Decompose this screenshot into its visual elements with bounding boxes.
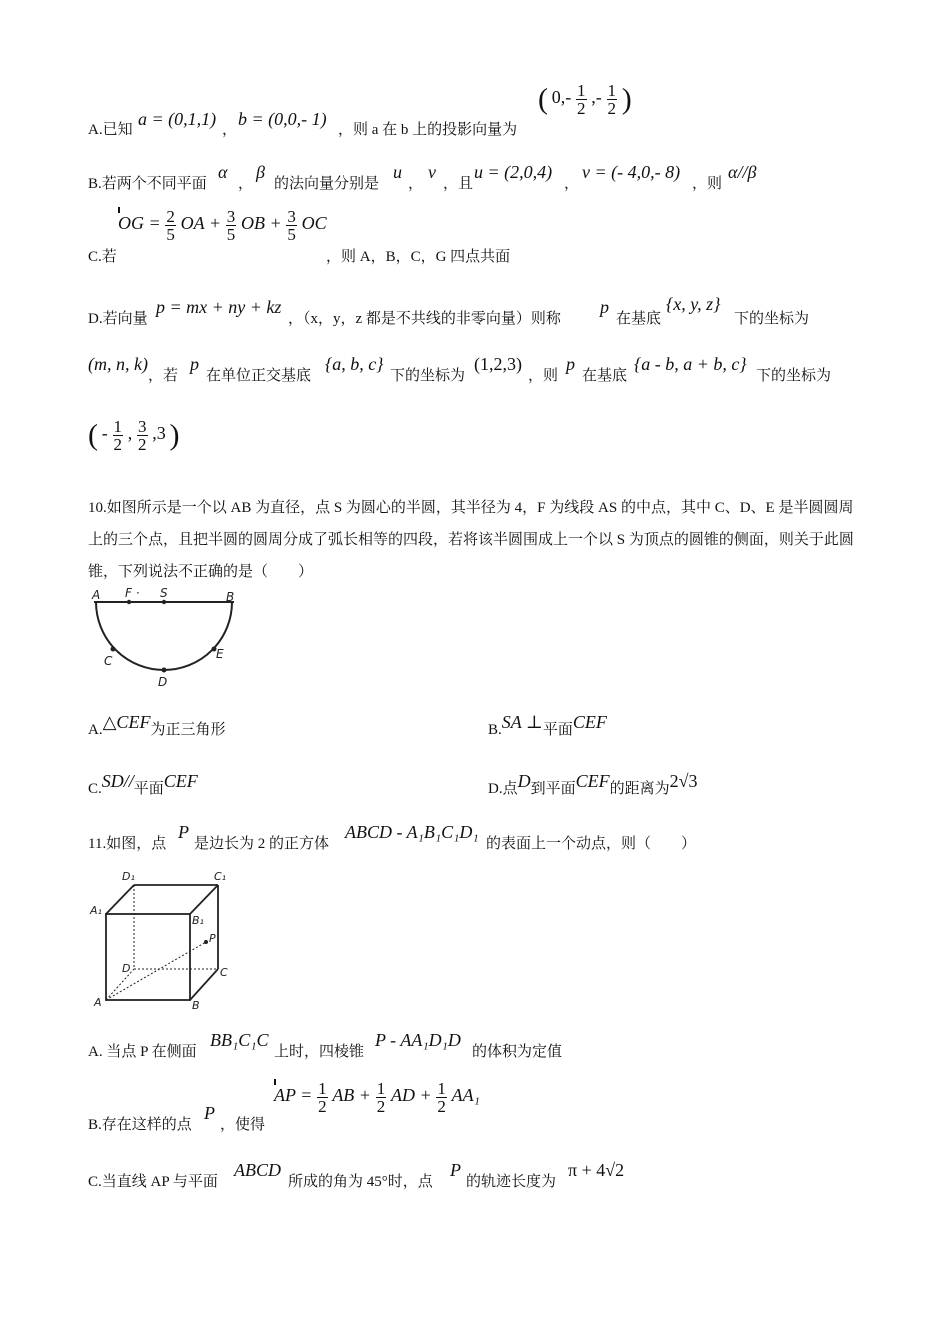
svg-text:B₁: B₁ — [192, 914, 204, 927]
vector-a-eq: a = (0,1,1) — [138, 109, 217, 129]
q9-option-d-answer: ( - $\frac{1}{2}$ , $\frac{3}{2}$ ,3 ) — [88, 417, 180, 454]
q9-a-answer: ( 0,- $\frac{1}{2}$ ,- $\frac{1}{2}$ ) — [538, 81, 632, 118]
q11-cube-figure — [88, 868, 236, 1010]
q10-option-c: C.SD//平面CEF — [88, 771, 198, 797]
q10-option-d: D.点D到平面CEF的距离为2√3 — [488, 771, 698, 797]
svg-text:D₁: D₁ — [122, 870, 135, 883]
svg-text:A₁: A₁ — [90, 904, 102, 917]
q10-stem: 10.如图所示是一个以 AB 为直径，点 S 为圆心的半圆，其半径为 4，F 为线段 AS 的中点，其中 C、D、E 是半圆圆周上的三个点，且把半圆的圆周分成了弧长相等的四段，若将该半圆围成上一个以 S 为顶点的圆锥的侧面，则关于此圆锥，下列说法不正确的是（ ） — [88, 500, 854, 580]
svg-text:B: B — [192, 999, 200, 1010]
svg-text:P: P — [209, 932, 216, 945]
label-s: S — [160, 586, 168, 600]
label-e: E — [216, 647, 224, 661]
q9-c-equation: OG = $\frac{2}{5}$ OA + $\frac{3}{5}$ OB + $\frac{3}{5}$ OC — [118, 207, 327, 244]
svg-text:C₁: C₁ — [214, 870, 227, 883]
q10-semicircle-figure — [88, 585, 244, 689]
svg-text:A: A — [94, 996, 102, 1009]
label-b: B — [226, 590, 235, 604]
label-a: A — [92, 588, 101, 602]
vector-b-eq: b = (0,0,- 1) — [238, 109, 327, 129]
label-c: C — [104, 654, 113, 668]
label-f: F · — [125, 586, 140, 600]
label-d: D — [158, 675, 168, 689]
q10-option-a: A.△CEF为正三角形 — [88, 712, 226, 738]
q10-option-b: B.SA ⊥平面CEF — [488, 712, 607, 738]
svg-text:D: D — [122, 962, 131, 975]
svg-text:C: C — [220, 966, 228, 979]
q11-b-equation: AP = $\frac{1}{2}$ AB + $\frac{1}{2}$ AD + $\frac{1}{2}$ AA₁ — [274, 1079, 480, 1116]
